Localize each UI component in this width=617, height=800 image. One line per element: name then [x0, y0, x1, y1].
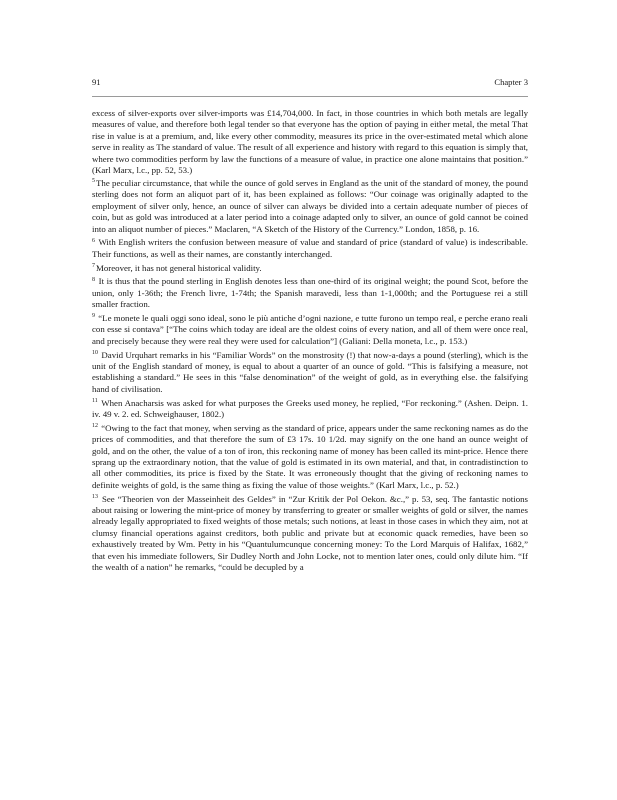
footnote — [92, 178, 528, 235]
footnote-text: When Anacharsis was asked for what purposes the Greeks used money, he replied, “For reckoning.” (Ashen. Deipn. 1. iv. 49 v. 2. ed. Schweighauser, 1802.) — [92, 397, 528, 419]
footnote — [92, 313, 528, 347]
footnote — [92, 237, 528, 260]
footnote-marker: 7 — [92, 263, 95, 270]
footnote — [92, 494, 528, 574]
footnote-text: David Urquhart remarks in his “Familiar Words” on the monstrosity (!) that now-a-days a pound (sterling), which is the unit of the English standard of money, is equal to about a quarter of an ounce of gold. “This is falsifying a measure, not establishing a standard.” He sees in this “false denomination” of the weight of gold, as in everything else. the falsifying hand of civilisation. — [92, 349, 528, 394]
footnote — [92, 350, 528, 396]
footnote-text: See “Theorien von der Masseinheit des Geldes” in “Zur Kritik der Pol Oekon. &c.,” p. 53, seq. The fantastic notions about raising or lowering the mint-price of money by transferring to greater or smaller weights of gold or silver, the names already legally appropriated to fixed weights of those metals; such notions, at least in those cases in which they aim, not at clumsy financial operations against creditors, both public and private but at economic quack remedies, have been so exhaustively treated by Wm. Petty in his “Quantulumcunque concerning money: To the Lord Marquis of Halifax, 1682,” that even his immediate followers, Sir Dudley North and John Locke, not to mention later ones, could only dilute him. “If the wealth of a nation” he remarks, “could be decupled by a — [92, 493, 528, 573]
footnote-marker: 9 — [92, 313, 95, 320]
footnote-text: excess of silver-exports over silver-imports was £14,704,000. In fact, in those countries in which both metals are legally measures of value, and therefore both legal tender so that everyone has the option of paying in either metal, the metal That rise in value is at a premium, and, like every other commodity, measures its price in the over-estimated metal which alone serve in reality as The standard of value. The result of all experience and history with regard to this equation is simply that, where two commodities perform by law the functions of a measure of value, in practice one alone maintains that position.” (Karl Marx, l.c., pp. 52, 53.) — [92, 108, 528, 176]
page-number: 91 — [92, 77, 101, 87]
footnote-marker: 10 — [92, 350, 98, 357]
footnote-text: The peculiar circumstance, that while the ounce of gold serves in England as the unit of the standard of money, the pound sterling does not form an aliquot part of it, has been explained as follows: “Our coinage was originally adapted to the employment of silver only, hence, an ounce of silver can always be divided into a certain adequate number of pieces of coin, but as gold was introduced at a later period into a coinage adapted only to silver, an ounce of gold cannot be coined into an aliquot number of pieces.” Maclaren, “A Sketch of the History of the Currency.” London, 1858, p. 16. — [92, 177, 528, 234]
footnote-marker: 5 — [92, 178, 95, 185]
footnote-marker: 6 — [92, 237, 95, 244]
footnote-text: “Owing to the fact that money, when serving as the standard of price, appears under the same reckoning names as do the prices of commodities, and that therefore the sum of £3 17s. 10 1/2d. may signify on the one hand an ounce weight of gold, and on the other, the value of a ton of iron, this reckoning name of money has been called its mint-price. Hence there sprang up the extraordinary notion, that the value of gold is estimated in its own material, and that, in contradistinction to all other commodities, its price is fixed by the State. It was erroneously thought that the giving of reckoning names to definite weights of gold, is the same thing as fixing the value of those weights.” (Karl Marx, l.c., p. 52.) — [92, 422, 528, 490]
footnote-text: Moreover, it has not general historical validity. — [96, 262, 262, 273]
footnote — [92, 276, 528, 310]
footnote-marker: 12 — [92, 423, 98, 430]
footnote — [92, 263, 528, 274]
footnote-marker: 11 — [92, 398, 98, 405]
footnote-marker: 13 — [92, 494, 98, 501]
footnote-text: “Le monete le quali oggi sono ideal, sono le più antiche d’ogni nazione, e tutte furono un tempo real, e perche erano reali con esse si contava” [“The coins which today are ideal are the oldest coins of every nation, and all of them were once real, and precisely because they were real they were used for calculation”] (Galiani: Della moneta, l.c., p. 153.) — [92, 312, 528, 346]
footnote-text: It is thus that the pound sterling in English denotes less than one-third of its original weight; the pound Scot, before the union, only 1-36th; the French livre, 1-74th; the Spanish maravedi, less than 1-1,000th; and the Portuguese rei a still smaller fraction. — [92, 276, 529, 310]
footnote — [92, 398, 528, 421]
header-rule — [92, 96, 528, 97]
footnote — [92, 423, 528, 491]
footnote-text: With English writers the confusion between measure of value and standard of price (standard of value) is indescribable. Their functions, as well as their names, are constantly interchanged. — [92, 237, 528, 259]
footnotes-body — [92, 108, 528, 576]
footnote-marker: 8 — [92, 276, 95, 283]
footnote-continuation — [92, 108, 528, 176]
chapter-label: Chapter 3 — [494, 77, 528, 87]
running-header — [92, 75, 528, 89]
